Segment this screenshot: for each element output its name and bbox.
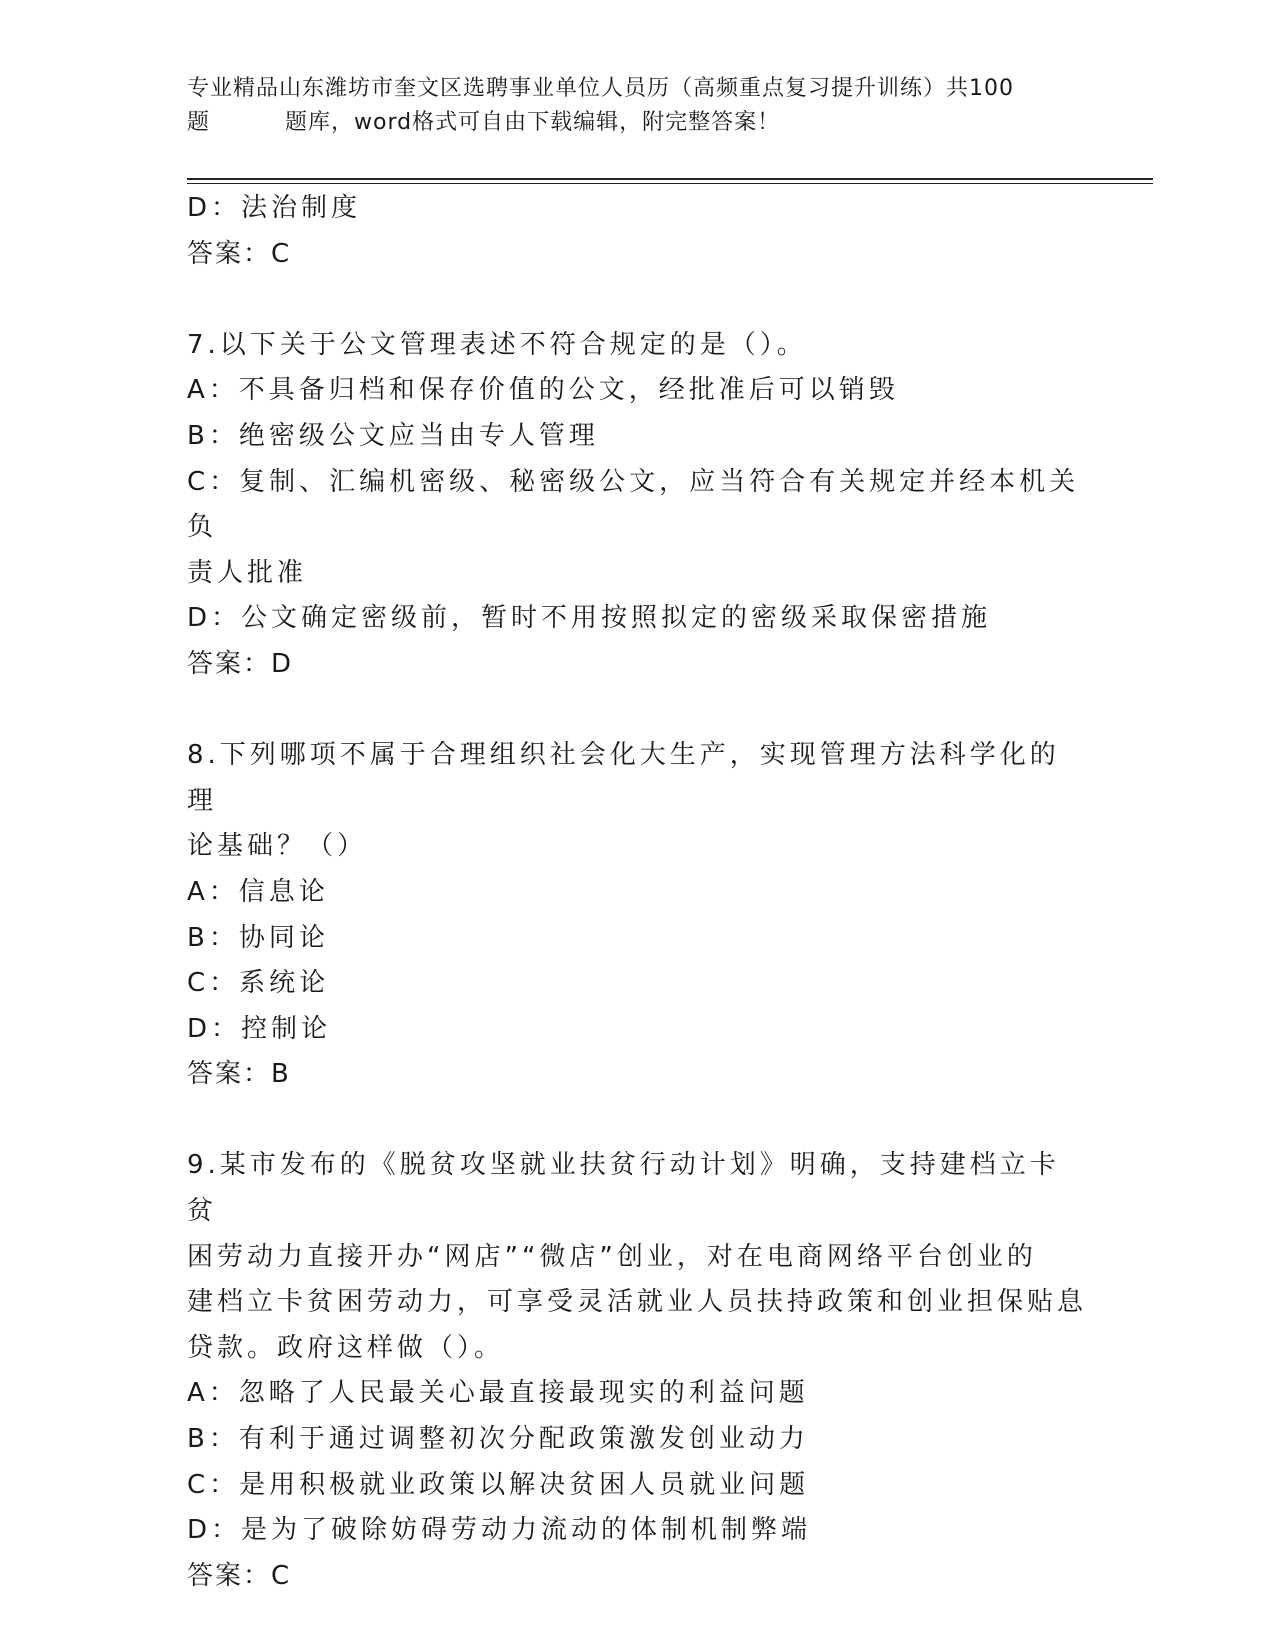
option-c: C：系统论: [187, 968, 330, 999]
question-9: [187, 1143, 1087, 1599]
prev-question-answer: 答案：C: [187, 238, 292, 269]
option-a: A：忽略了人民最关心最直接最现实的利益问题: [187, 1378, 809, 1409]
header-title-subtitle: 题库，word格式可自由下载编辑，附完整答案！: [285, 110, 781, 135]
option-b: B：绝密级公文应当由专人管理: [187, 420, 599, 451]
header-divider-thick: [187, 178, 1153, 180]
question-7: [187, 323, 1087, 688]
question-stem: 8.下列哪项不属于合理组织社会化大生产，实现管理方法科学化的理: [187, 740, 1060, 816]
question-stem: 7.以下关于公文管理表述不符合规定的是（）。: [187, 329, 807, 360]
question-stem-continued: 建档立卡贫困劳动力，可享受灵活就业人员扶持政策和创业担保贴息: [187, 1287, 1088, 1318]
option-d: D：控制论: [187, 1013, 332, 1044]
answer: 答案：B: [187, 1059, 291, 1090]
option-d: D：是为了破除妨碍劳动力流动的体制机制弊端: [187, 1515, 812, 1546]
question-8: [187, 733, 1087, 1098]
question-stem-continued: 困劳动力直接开办“网店”“微店”创业，对在电商网络平台创业的: [187, 1241, 1037, 1272]
prev-question-option-d: D：法治制度: [187, 193, 362, 223]
header-title-line-1: 专业精品山东潍坊市奎文区选聘事业单位人员历（高频重点复习提升训练）共100: [187, 76, 1014, 101]
question-stem-continued: 论基础？（）: [187, 831, 368, 862]
spacer: [187, 277, 1087, 323]
option-b: B：协同论: [187, 922, 329, 953]
option-c-continued: 责人批准: [187, 557, 308, 588]
option-a: A：信息论: [187, 876, 329, 907]
header-title-fragment: 题: [187, 110, 211, 135]
header-title-line-2: [187, 106, 1087, 140]
question-stem-continued: 贷款。政府这样做（）。: [187, 1332, 505, 1363]
spacer: [187, 688, 1087, 734]
answer: 答案：D: [187, 648, 294, 679]
page-header: [187, 72, 1087, 140]
question-content: [187, 186, 1087, 1599]
question-stem: 9.某市发布的《脱贫攻坚就业扶贫行动计划》明确，支持建档立卡贫: [187, 1150, 1060, 1227]
answer: 答案：C: [187, 1560, 292, 1591]
spacer: [187, 1098, 1087, 1144]
option-c: C：复制、汇编机密级、秘密级公文，应当符合有关规定并经本机关负: [187, 466, 1080, 543]
option-a: A：不具备归档和保存价值的公文，经批准后可以销毁: [187, 375, 899, 406]
header-divider-thin: [187, 183, 1153, 184]
option-c: C：是用积极就业政策以解决贫困人员就业问题: [187, 1469, 810, 1500]
option-d: D：公文确定密级前，暂时不用按照拟定的密级采取保密措施: [187, 603, 992, 634]
option-b: B：有利于通过调整初次分配政策激发创业动力: [187, 1424, 809, 1455]
